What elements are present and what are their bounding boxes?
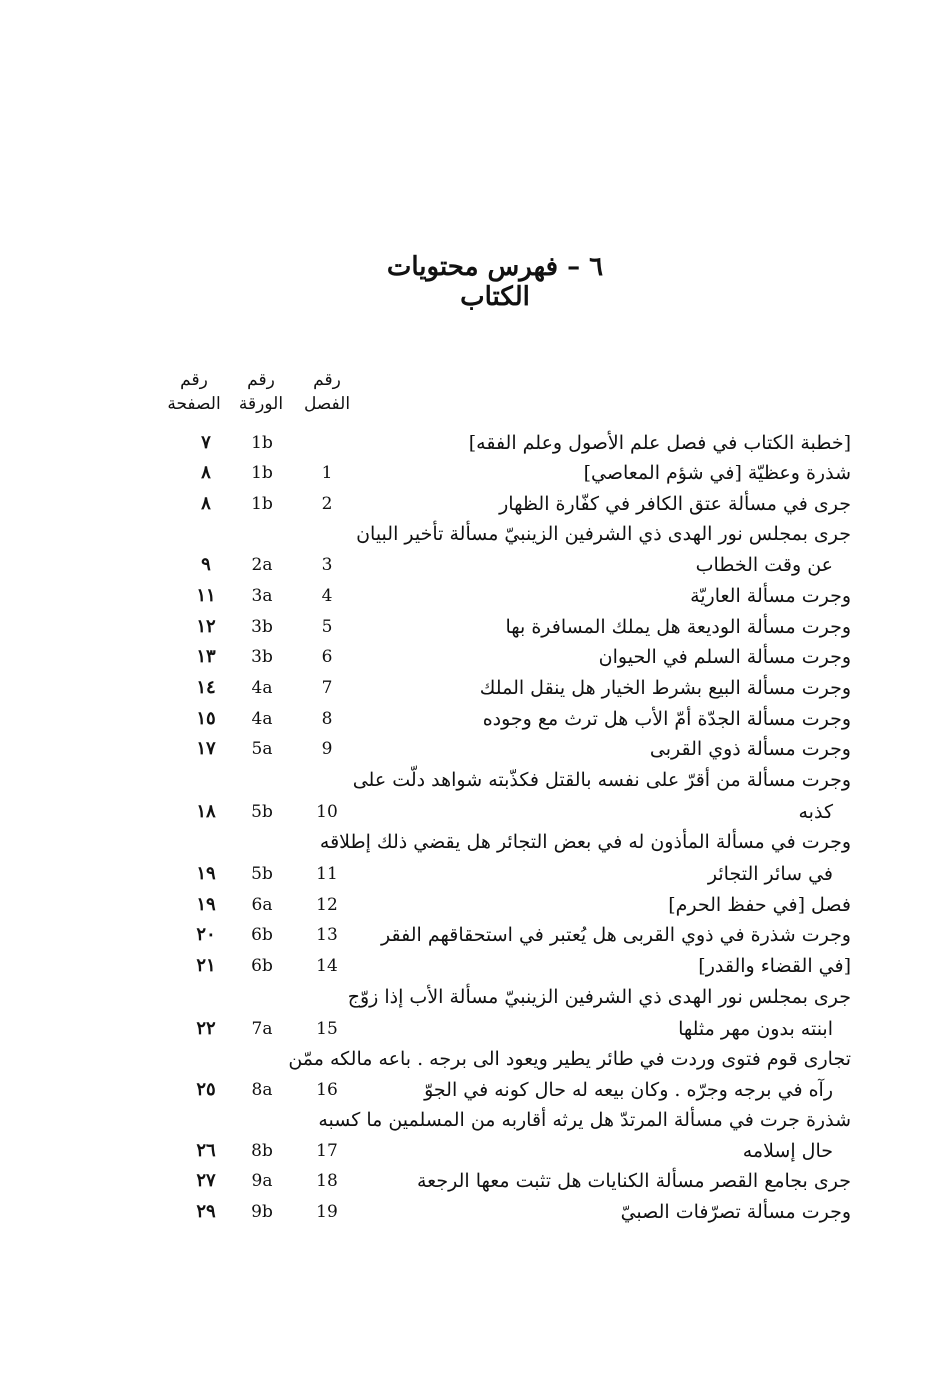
folio-number-column-header: [234, 368, 288, 416]
entry-title-line: جرى بمجلس نور الهدى ذي الشرفين الزينبيّ مسألة تأخير البيان: [356, 523, 851, 545]
entry-title-line: فصل [في حفظ الحرم]: [668, 894, 851, 916]
chapter-number: 13: [316, 925, 338, 945]
folio-header-line-1: رقم: [247, 370, 275, 390]
entry-title-line: وجرت مسألة من أقرّ على نفسه بالقتل فكذّبته شواهد دلّت على: [352, 769, 851, 791]
entry-title-line: وجرت شذرة في ذوي القربى هل يُعتبر في استحقاقهم الفقر: [381, 924, 851, 946]
entry-title-line: حال إسلامه: [742, 1140, 833, 1162]
folio-number: 3a: [251, 586, 273, 606]
page-number: ١٨: [196, 801, 216, 822]
folio-number: 9a: [251, 1171, 273, 1191]
entry-title-line: شذرة جرت في مسألة المرتدّ هل يرثه أقاربه من المسلمين ما كسبه: [318, 1109, 851, 1131]
folio-number: 9b: [251, 1202, 273, 1222]
page-number: ٨: [201, 493, 211, 514]
folio-number: 8b: [251, 1141, 273, 1161]
entry-title-line: جرى بمجلس نور الهدى ذي الشرفين الزينبيّ مسألة الأب إذا زوّج: [347, 986, 851, 1008]
entry-title-line: تجارى قوم فتوى وردت في طائر يطير ويعود الى برجه . باعه مالكه ممّن: [288, 1048, 851, 1070]
folio-number: 4a: [251, 709, 273, 729]
page-number: ١٣: [196, 646, 216, 667]
entry-title-line: وجرت مسألة تصرّفات الصبيّ: [620, 1201, 851, 1223]
page-number: ١٥: [196, 708, 216, 729]
page-number: ٢١: [196, 955, 216, 976]
chapter-number: 15: [316, 1019, 338, 1039]
entry-title-line: ابنته بدون مهر مثلها: [678, 1018, 833, 1040]
chapter-number: 18: [316, 1171, 338, 1191]
chapter-number: 16: [316, 1080, 338, 1100]
chapter-number: 1: [321, 463, 333, 483]
chapter-number: 12: [316, 895, 338, 915]
page-number: ١٩: [196, 863, 216, 884]
entry-title-line: وجرت في مسألة المأذون له في بعض التجائر هل يقضي ذلك إطلاقه: [319, 831, 851, 853]
page-number: ٢٩: [196, 1201, 216, 1222]
page-number: ١٢: [196, 616, 216, 637]
entry-title-line: وجرت مسألة ذوي القربى: [649, 738, 851, 760]
entry-title-line: جرى بجامع القصر مسألة الكنايات هل تثبت معها الرجعة: [417, 1170, 851, 1192]
entry-title-line: كذبه: [798, 801, 833, 823]
page-number-column-header: [160, 368, 228, 416]
entry-title-line: شذرة وعظيّة [في شؤم المعاصي]: [583, 462, 851, 484]
folio-number: 5b: [251, 802, 273, 822]
entry-title-line: وجرت مسألة البيع بشرط الخيار هل ينقل الملك: [479, 677, 851, 699]
page-title: ٦ – فهرس محتويات الكتاب: [386, 252, 604, 312]
chapter-number: 14: [316, 956, 338, 976]
folio-number: 1b: [251, 494, 273, 514]
entry-title-line: في سائر التجائر: [707, 863, 833, 885]
page-number: ٧: [201, 432, 211, 453]
folio-header-line-2: الورقة: [238, 394, 284, 414]
chapter-number: 4: [321, 586, 333, 606]
folio-number: 6b: [251, 925, 273, 945]
chapter-number: 10: [316, 802, 338, 822]
page-header-line-2: الصفحة: [167, 394, 221, 414]
folio-number: 3b: [251, 617, 273, 637]
folio-number: 5b: [251, 864, 273, 884]
chapter-number: 17: [316, 1141, 338, 1161]
chapter-number: 5: [321, 617, 333, 637]
entry-title-line: [خطبة الكتاب في فصل علم الأصول وعلم الفقه]: [468, 432, 851, 454]
page-number: ١١: [196, 585, 216, 606]
page-number: ٢٢: [196, 1018, 216, 1039]
chapter-header-line-1: رقم: [313, 370, 341, 390]
chapter-number: 19: [316, 1202, 338, 1222]
chapter-number: 6: [321, 647, 333, 667]
page-number: ٢٦: [196, 1140, 216, 1161]
entry-title-line: وجرت مسألة الجدّة أمّ الأب هل ترث مع وجوده: [482, 708, 851, 730]
chapter-number: 8: [321, 709, 333, 729]
page-number: ١٧: [196, 738, 216, 759]
entry-title-line: وجرت مسألة العاريّة: [690, 585, 851, 607]
folio-number: 3b: [251, 647, 273, 667]
chapter-header-line-2: الفصل: [303, 394, 351, 414]
chapter-number-column-header: [296, 368, 358, 416]
entry-title-line: عن وقت الخطاب: [695, 554, 833, 576]
folio-number: 6a: [251, 895, 273, 915]
folio-number: 8a: [251, 1080, 273, 1100]
chapter-number: 9: [321, 739, 333, 759]
entry-title-line: وجرت مسألة السلم في الحيوان: [598, 646, 851, 668]
folio-number: 1b: [251, 463, 273, 483]
page-number: ٨: [201, 462, 211, 483]
page-number: ٢٧: [196, 1170, 216, 1191]
entry-title-line: رآه في برجه وجرّه . وكان بيعه له حال كونه في الجوّ: [424, 1079, 833, 1101]
entry-title-line: [في القضاء والقدر]: [698, 955, 851, 977]
page-number: ١٤: [196, 677, 216, 698]
page-number: ٢٥: [196, 1079, 216, 1100]
entry-title-line: وجرت مسألة الوديعة هل يملك المسافرة بها: [505, 616, 851, 638]
folio-number: 2a: [251, 555, 273, 575]
folio-number: 4a: [251, 678, 273, 698]
folio-number: 6b: [251, 956, 273, 976]
page-number: ١٩: [196, 894, 216, 915]
folio-number: 5a: [251, 739, 273, 759]
chapter-number: 2: [321, 494, 333, 514]
chapter-number: 11: [316, 864, 338, 884]
chapter-number: 3: [321, 555, 333, 575]
entry-title-line: جرى في مسألة عتق الكافر في كفّارة الظهار: [499, 493, 851, 515]
page-number: ٩: [201, 554, 211, 575]
folio-number: 7a: [251, 1019, 273, 1039]
page-header-line-1: رقم: [180, 370, 208, 390]
folio-number: 1b: [251, 433, 273, 453]
chapter-number: 7: [321, 678, 333, 698]
page-number: ٢٠: [196, 924, 216, 945]
